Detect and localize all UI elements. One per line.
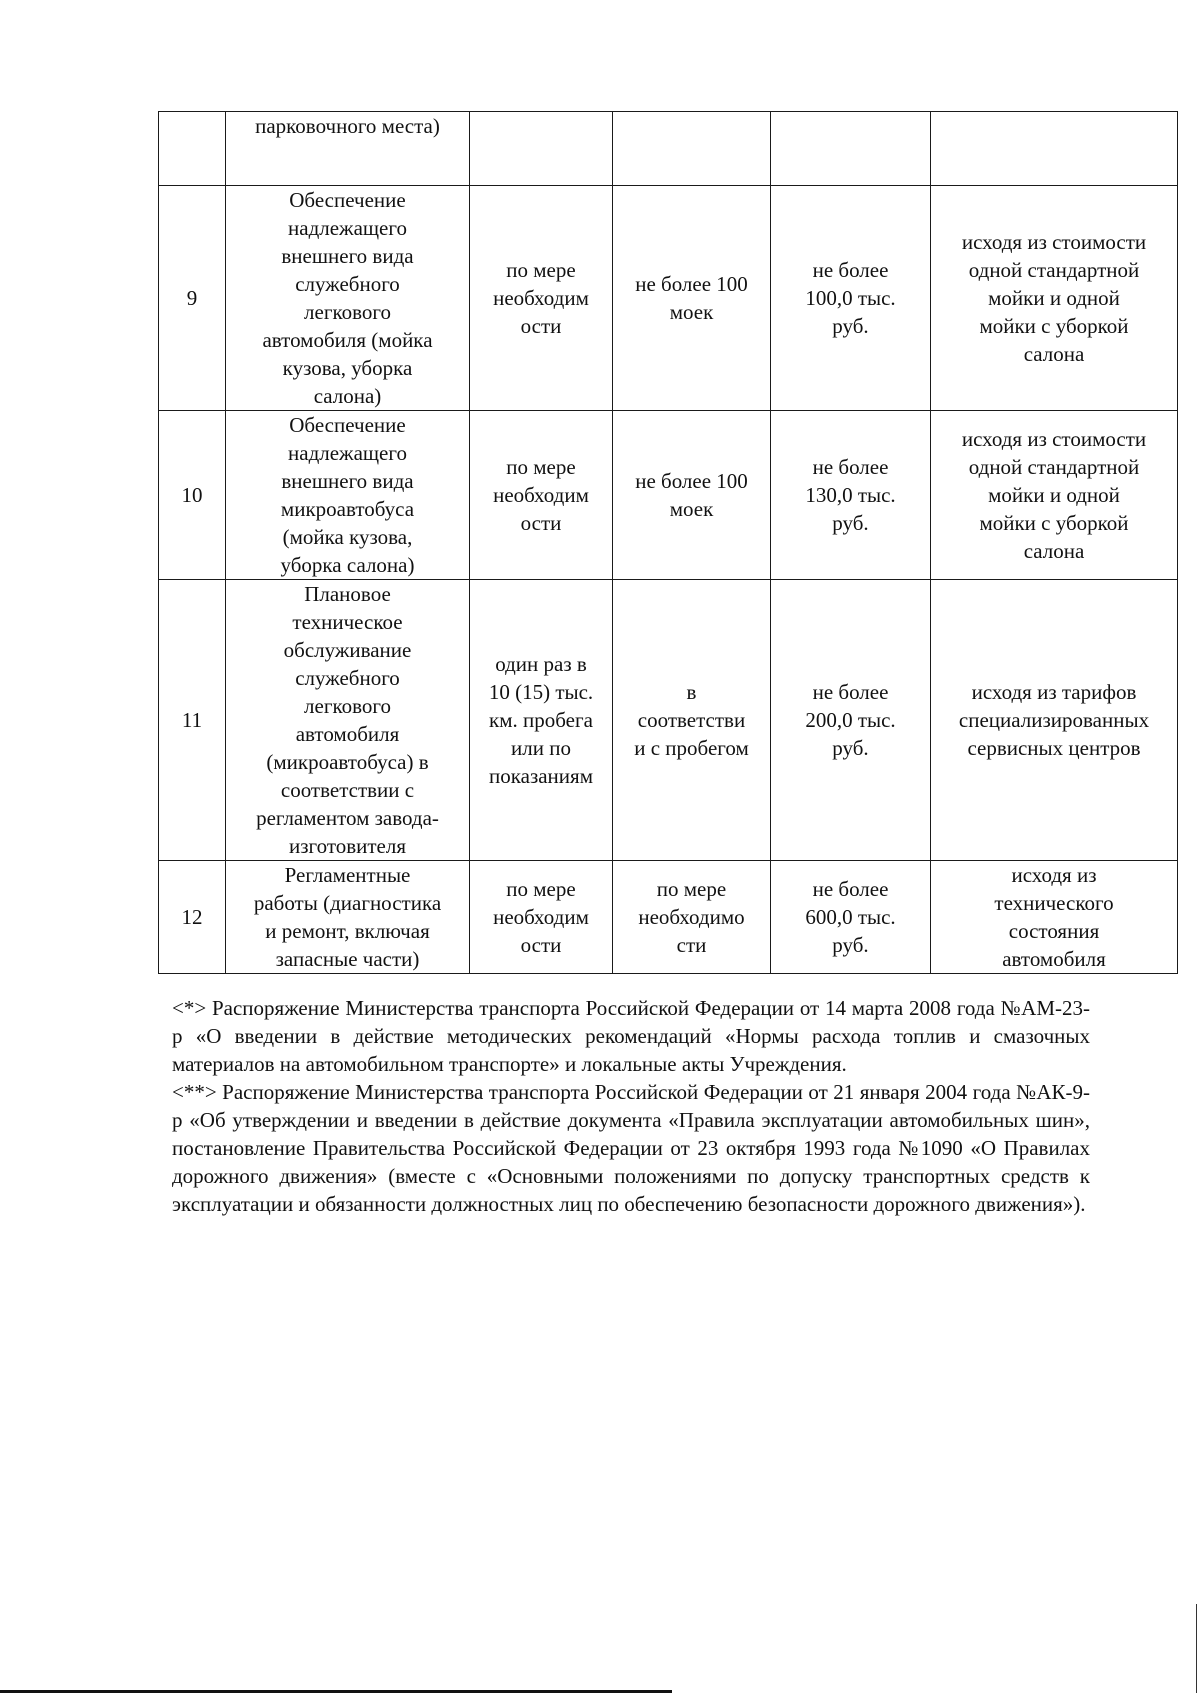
cost-cell: не более 600,0 тыс. руб. <box>771 861 931 974</box>
table-row <box>159 411 1178 580</box>
service-cell: Регламентные работы (диагностика и ремонт, включая запасные части) <box>226 861 470 974</box>
footnote-1: <*> Распоряжение Министерства транспорта Российской Федерации от 14 марта 2008 года №АМ-23-р «О введении в действие методических рекомендаций «Нормы расхода топлив и смазочных материалов на автомобильном транспорте» и локальные акты Учреждения. <box>172 996 1090 1076</box>
basis-cell: исходя из технического состояния автомобиля <box>931 861 1178 974</box>
basis-cell: исходя из стоимости одной стандартной мойки и одной мойки с уборкой салона <box>931 411 1178 580</box>
footnotes <box>172 994 1090 1218</box>
table-row <box>159 112 1178 186</box>
basis-cell: исходя из тарифов специализированных сервисных центров <box>931 580 1178 861</box>
quantity-cell: не более 100 моек <box>613 411 771 580</box>
table-row <box>159 580 1178 861</box>
row-number-cell: 9 <box>159 186 226 411</box>
cost-cell: не более 100,0 тыс. руб. <box>771 186 931 411</box>
quantity-cell: не более 100 моек <box>613 186 771 411</box>
table-row <box>159 861 1178 974</box>
row-number-cell: 11 <box>159 580 226 861</box>
row-number-cell: 12 <box>159 861 226 974</box>
cost-cell <box>771 112 931 186</box>
quantity-cell: по мере необходимо сти <box>613 861 771 974</box>
row-number-cell <box>159 112 226 186</box>
quantity-cell <box>613 112 771 186</box>
service-cell: Обеспечение надлежащего внешнего вида служебного легкового автомобиля (мойка кузова, уборка салона) <box>226 186 470 411</box>
cost-cell: не более 130,0 тыс. руб. <box>771 411 931 580</box>
service-cell: Обеспечение надлежащего внешнего вида микроавтобуса (мойка кузова, уборка салона) <box>226 411 470 580</box>
row-number-cell: 10 <box>159 411 226 580</box>
quantity-cell: в соответстви и с пробегом <box>613 580 771 861</box>
table-row <box>159 186 1178 411</box>
services-table <box>158 111 1178 974</box>
frequency-cell: по мере необходим ости <box>470 186 613 411</box>
service-cell: парковочного места) <box>226 112 470 186</box>
service-cell: Плановое техническое обслуживание служебного легкового автомобиля (микроавтобуса) в соответствии с регламентом завода- изготовителя <box>226 580 470 861</box>
footnote-2: <**> Распоряжение Министерства транспорта Российской Федерации от 21 января 2004 года №АК-9-р «Об утверждении и введении в действие документа «Правила эксплуатации автомобильных шин», постановление Правительства Российской Федерации от 23 октября 1993 года №1090 «О Правилах дорожного движения» (вместе с «Основными положениями по допуску транспортных средств к эксплуатации и обязанности должностных лиц по обеспечению безопасности дорожного движения»). <box>172 1080 1090 1216</box>
cost-cell: не более 200,0 тыс. руб. <box>771 580 931 861</box>
basis-cell: исходя из стоимости одной стандартной мойки и одной мойки с уборкой салона <box>931 186 1178 411</box>
frequency-cell: один раз в 10 (15) тыс. км. пробега или по показаниям <box>470 580 613 861</box>
frequency-cell: по мере необходим ости <box>470 861 613 974</box>
basis-cell <box>931 112 1178 186</box>
frequency-cell: по мере необходим ости <box>470 411 613 580</box>
frequency-cell <box>470 112 613 186</box>
scan-right-edge <box>1196 1604 1197 1693</box>
